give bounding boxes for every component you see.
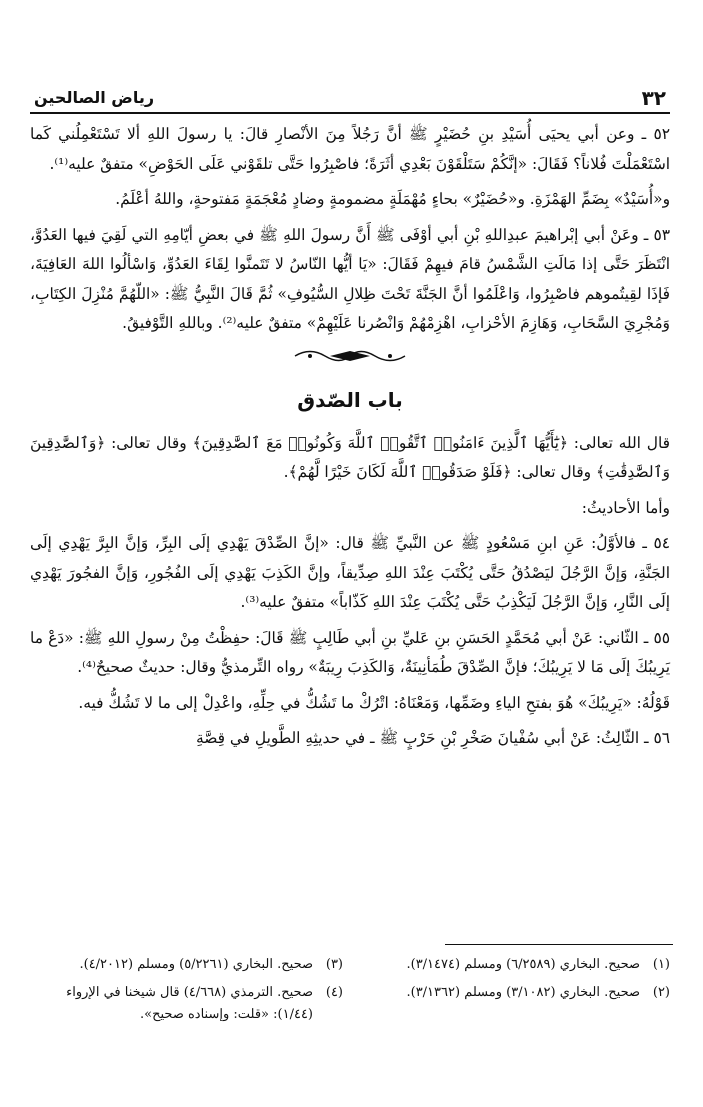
footnote-text: صحيح. البخاري (٦/٢٥٨٩) ومسلم (٣/١٤٧٤).	[406, 957, 640, 972]
ornament-divider-icon	[30, 345, 670, 369]
hadith-54: ٥٤ ـ فالأوَّلُ: عَنِ ابنِ مَسْعُودٍ ﷺ عن النَّبيِّ ﷺ قال: «إنَّ الصِّدْقَ يَهْدِي إلَى البِرِّ، وَإنَّ البِرَّ يَهْدِي إلَى الجَنَّةِ، وَإنَّ الرَّجُلَ ليَصْدُقُ حَتَّى يُكْتَبَ عِنْدَ اللهِ صِدِّيقاً، وإنَّ الكَذِبَ يَهْدِي إلَى الفُجُورِ، وَإنَّ الفجُورَ يَهْدِي إلَى النَّارِ، وَإنَّ الرَّجُلَ لَيَكْذِبُ حَتَّى يُكْتَبَ عِنْدَ اللهِ كَذّاباً» متفقٌ عليه⁽³⁾.	[30, 534, 670, 611]
footnote-rule	[445, 944, 673, 945]
footnote-mark: (٣)	[325, 957, 343, 972]
footnote-text: صحيح. البخاري (٥/٢٢٦١) ومسلم (٤/٢٠١٢).	[79, 957, 313, 972]
main-text	[30, 120, 670, 760]
note-asyad: و«أُسَيْدٌ» بِضَمِّ الهَمْزَةِ. و«حُضَيْرٌ» بحاءٍ مُهْمَلَةٍ مضمومةٍ وضادٍ مُعْجَمَةٍ مَفتوحةٍ، واللهُ أعْلَمُ.	[115, 190, 670, 208]
footnote-mark: (٤)	[325, 985, 343, 1000]
book-title: رياض الصالحين	[34, 88, 155, 107]
footnote-text: صحيح. الترمذي (٤/٦٦٨) قال شيخنا في الإرواء (١/٤٤): «قلت: وإسناده صحيح».	[66, 985, 313, 1022]
hadith-53: ٥٣ ـ وعَنْ أبي إبْراهيمَ عبدِاللهِ بْنِ أبي أوْفَى ﷺ أَنَّ رسولَ اللهِ ﷺ في بعضِ أيّامِهِ التي لَقِيَ فيها العَدُوَّ، انْتَظَرَ حَتَّى إذا مَالَتِ الشَّمْسُ قامَ فيهِمْ فَقَالَ: «يَا أيُّها النّاسُ لا تَتَمنَّوا لِقَاءَ العَدُوِّ، وَاسْألُوا اللهَ العَافِيَةَ، فَإذَا لقِيتُموهم فاصْبِرُوا، وَاعْلَمُوا أنَّ الجَنَّةَ تَحْتَ ظِلالِ السُّيُوفِ» ثُمَّ قَالَ النَّبِيُّ ﷺ: «اللّهُمَّ مُنْزِلَ الكِتَابِ، وَمُجْرِيَ السَّحَابِ، وَهَازِمَ الأحْزابِ، اهْزِمْهُمْ وَانْصُرنا عَلَيْهِمْ» متفقٌ عليه⁽²⁾. وباللهِ التَّوْفيقُ.	[30, 225, 670, 332]
page-header	[30, 86, 670, 114]
hadith-56: ٥٦ ـ الثّالِثُ: عَنْ أبي سُفْيانَ صَخْرِ بْنِ حَرْبٍ ﷺ ـ في حديثِهِ الطَّويلِ في قِصَّةِ	[196, 729, 670, 747]
footnote-text: صحيح. البخاري (٣/١٠٨٢) ومسلم (٣/١٣٦٢).	[406, 985, 640, 1000]
note-yaribuka: قَوْلُهُ: «يَرِيبُكَ» هُوَ بفتحِ الياءِ وضَمِّها، وَمَعْنَاهُ: اتْرُكْ ما تَشُكُّ في حِلِّهِ، واعْدِلْ إلى ما لا تَشُكُّ فيه.	[78, 693, 670, 712]
hadiths-intro: وأما الأحاديثُ:	[581, 498, 670, 517]
hadith-52: ٥٢ ـ وعن أبي يحيَى أُسَيْدِ بنِ حُضَيْرٍ ﷺ أنَّ رَجُلاً مِنَ الأنْصارِ قالَ: يا رسولَ اللهِ ألا تَسْتَعْمِلُني كَما اسْتَعْمَلْتَ فُلاناً؟ فَقَالَ: «إنَّكُمْ سَتَلْقَوْنَ بَعْدِي أثَرَةً؛ فاصْبِرُوا حَتَّى تلقَوْني عَلَى الحَوْضِ» متفقٌ عليه⁽¹⁾.	[30, 125, 670, 173]
hadith-55: ٥٥ ـ الثّاني: عَنْ أبي مُحَمَّدٍ الحَسَنِ بنِ عَليِّ بنِ أبي طَالِبٍ ﷺ قَالَ: حفِظْتُ مِنْ رسولِ اللهِ ﷺ: «دَعْ ما يَرِيبُكَ إلَى مَا لا يَرِيبُكَ؛ فإنَّ الصِّدْقَ طُمَأنِينَةٌ، وَالكَذِبَ رِيبَةٌ» رواه التِّرمذيُّ وقال: حديثٌ صحيحٌ⁽⁴⁾.	[30, 628, 670, 676]
quran-verses: قال الله تعالى: ﴿يَٰٓأَيُّهَا ٱلَّذِينَ ءَامَنُوا۟ ٱتَّقُوا۟ ٱللَّهَ وَكُونُوا۟ مَعَ ٱلصَّٰدِقِينَ﴾ وقال تعالى: ﴿وَٱلصَّٰدِقِينَ وَٱلصَّٰدِقَٰتِ﴾ وقال تعالى: ﴿فَلَوْ صَدَقُوا۟ ٱللَّهَ لَكَانَ خَيْرًا لَّهُمْ﴾.	[30, 433, 670, 481]
footnote-1	[357, 954, 670, 976]
footnotes	[30, 954, 670, 1032]
footnotes-left-column	[30, 954, 343, 1032]
footnote-2	[357, 982, 670, 1004]
footnote-mark: (٢)	[652, 985, 670, 1000]
chapter-title: باب الصّدق	[297, 387, 403, 412]
footnotes-right-column	[357, 954, 670, 1032]
footnote-4	[30, 982, 343, 1026]
footnote-mark: (١)	[652, 957, 670, 972]
footnote-3	[30, 954, 343, 976]
page-number: ٣٢	[641, 86, 666, 110]
